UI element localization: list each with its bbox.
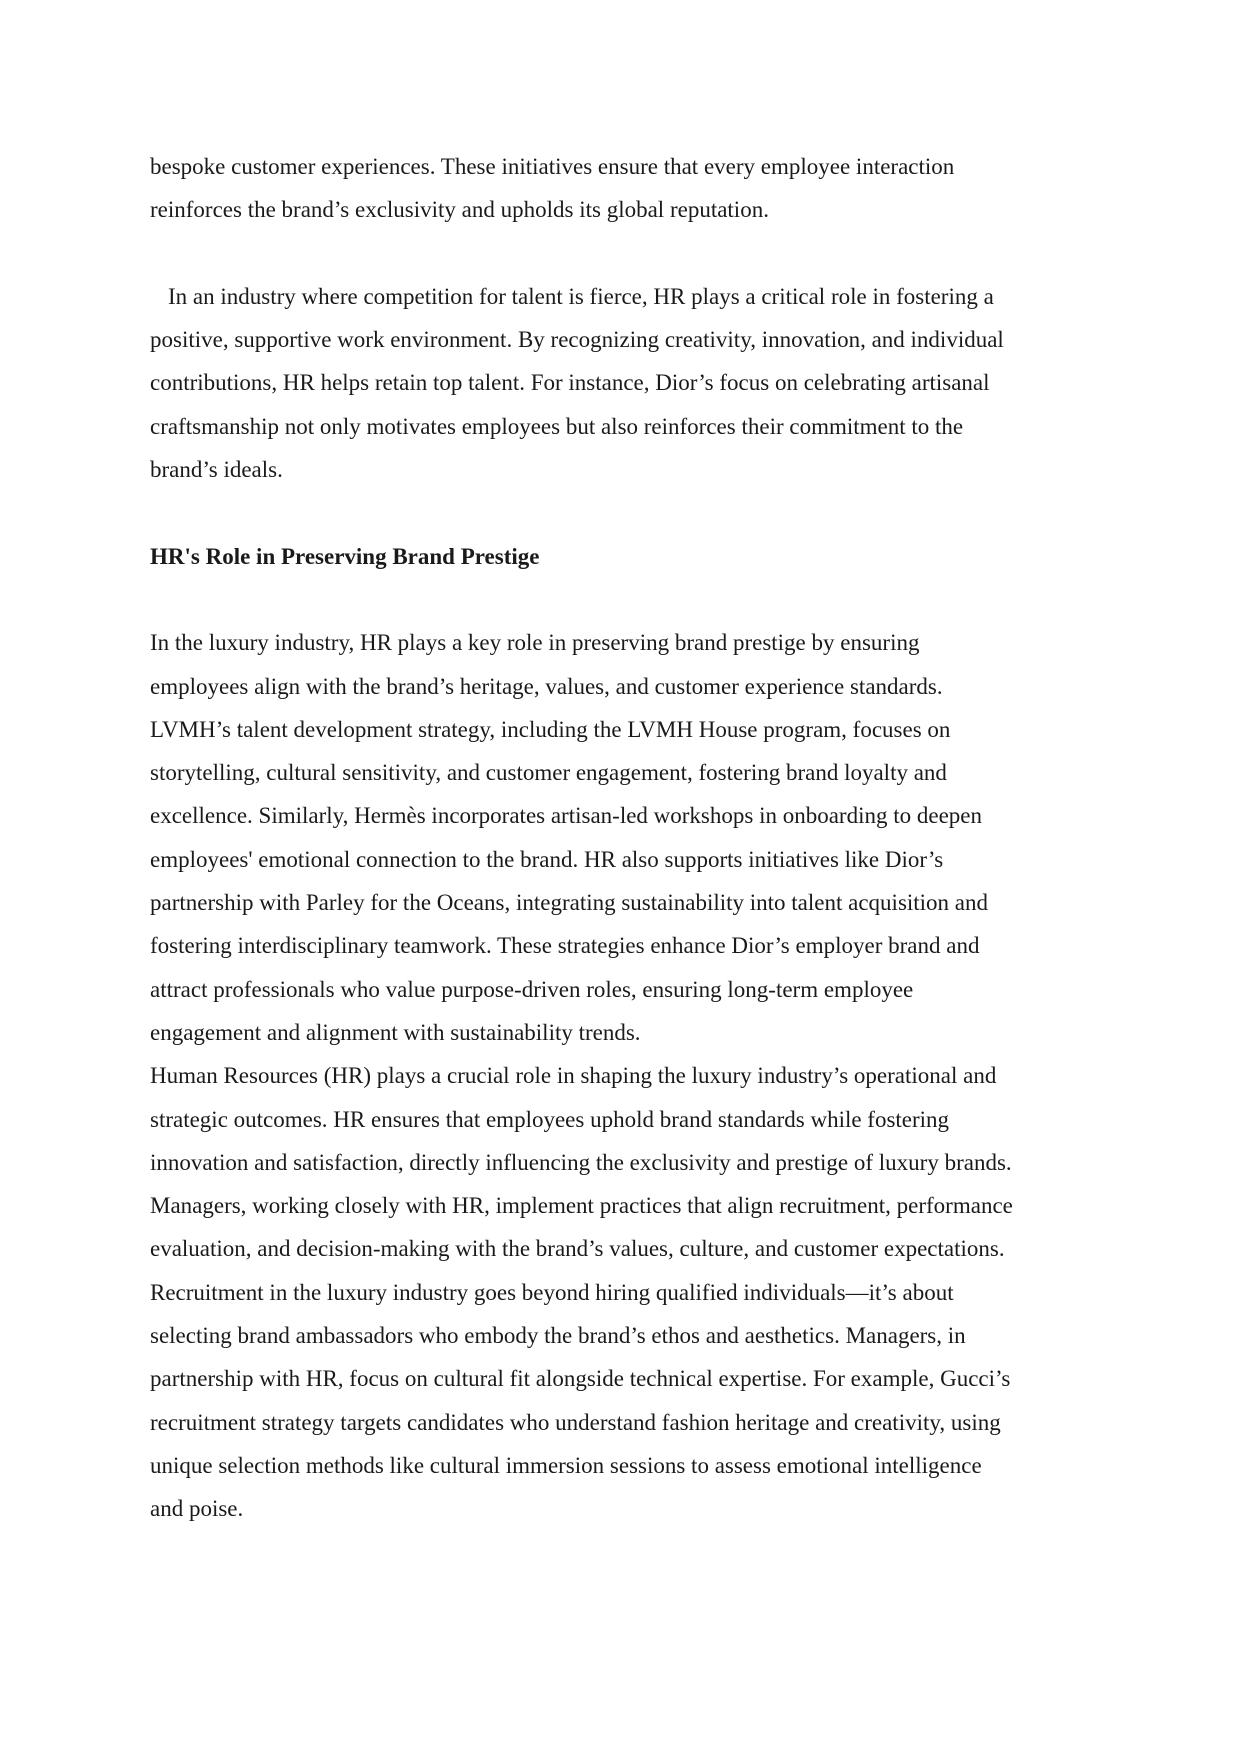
paragraph-spacer — [150, 232, 1095, 275]
paragraph-talent-retention — [150, 275, 1095, 491]
document-body — [150, 145, 1095, 1531]
text-line: LVMH’s talent development strategy, including the LVMH House program, focuses on — [150, 716, 951, 742]
text-line: innovation and satisfaction, directly influencing the exclusivity and prestige of luxury brands. — [150, 1149, 1012, 1175]
text-line: Recruitment in the luxury industry goes beyond hiring qualified individuals—it’s about — [150, 1279, 954, 1305]
text-line: selecting brand ambassadors who embody the brand’s ethos and aesthetics. Managers, in — [150, 1323, 966, 1349]
paragraph-brand-prestige — [150, 621, 1095, 1054]
section-heading: HR's Role in Preserving Brand Prestige — [150, 543, 540, 569]
text-line: attract professionals who value purpose-driven roles, ensuring long-term employee — [150, 976, 914, 1002]
text-line: storytelling, cultural sensitivity, and customer engagement, fostering brand loyalty and — [150, 760, 947, 786]
paragraph-spacer — [150, 491, 1095, 534]
text-line: reinforces the brand’s exclusivity and upholds its global reputation. — [150, 197, 769, 223]
paragraph-human-resources — [150, 1054, 1095, 1530]
text-line: strategic outcomes. HR ensures that employees uphold brand standards while fostering — [150, 1106, 950, 1132]
text-line: Human Resources (HR) plays a crucial role in shaping the luxury industry’s operational and — [150, 1063, 997, 1089]
text-line: employees' emotional connection to the brand. HR also supports initiatives like Dior’s — [150, 846, 944, 872]
text-line: recruitment strategy targets candidates who understand fashion heritage and creativity, using — [150, 1409, 1001, 1435]
text-line: unique selection methods like cultural immersion sessions to assess emotional intelligence — [150, 1452, 982, 1478]
text-line: positive, supportive work environment. By recognizing creativity, innovation, and individual — [150, 327, 1004, 353]
text-line: excellence. Similarly, Hermès incorporates artisan-led workshops in onboarding to deepen — [150, 803, 982, 829]
text-line: partnership with Parley for the Oceans, integrating sustainability into talent acquisition and — [150, 890, 989, 916]
text-line: craftsmanship not only motivates employees but also reinforces their commitment to the — [150, 413, 964, 439]
text-line: bespoke customer experiences. These initiatives ensure that every employee interaction — [150, 154, 955, 179]
text-line: Managers, working closely with HR, implement practices that align recruitment, performance — [150, 1193, 1013, 1219]
text-line: and poise. — [150, 1496, 244, 1522]
text-line: fostering interdisciplinary teamwork. These strategies enhance Dior’s employer brand and — [150, 933, 980, 959]
text-line: brand’s ideals. — [150, 457, 283, 483]
paragraph-spacer — [150, 578, 1095, 621]
text-line: employees align with the brand’s heritage, values, and customer experience standards. — [150, 673, 943, 699]
text-line: contributions, HR helps retain top talent. For instance, Dior’s focus on celebrating artisanal — [150, 370, 990, 396]
text-line: evaluation, and decision-making with the brand’s values, culture, and customer expectations. — [150, 1236, 1005, 1262]
text-line: In an industry where competition for talent is fierce, HR plays a critical role in fostering a — [168, 283, 994, 309]
text-line: partnership with HR, focus on cultural fit alongside technical expertise. For example, Gucci’s — [150, 1366, 1011, 1392]
text-line: In the luxury industry, HR plays a key role in preserving brand prestige by ensuring — [150, 630, 920, 656]
paragraph-continuation — [150, 145, 1095, 232]
text-line: engagement and alignment with sustainability trends. — [150, 1019, 641, 1045]
